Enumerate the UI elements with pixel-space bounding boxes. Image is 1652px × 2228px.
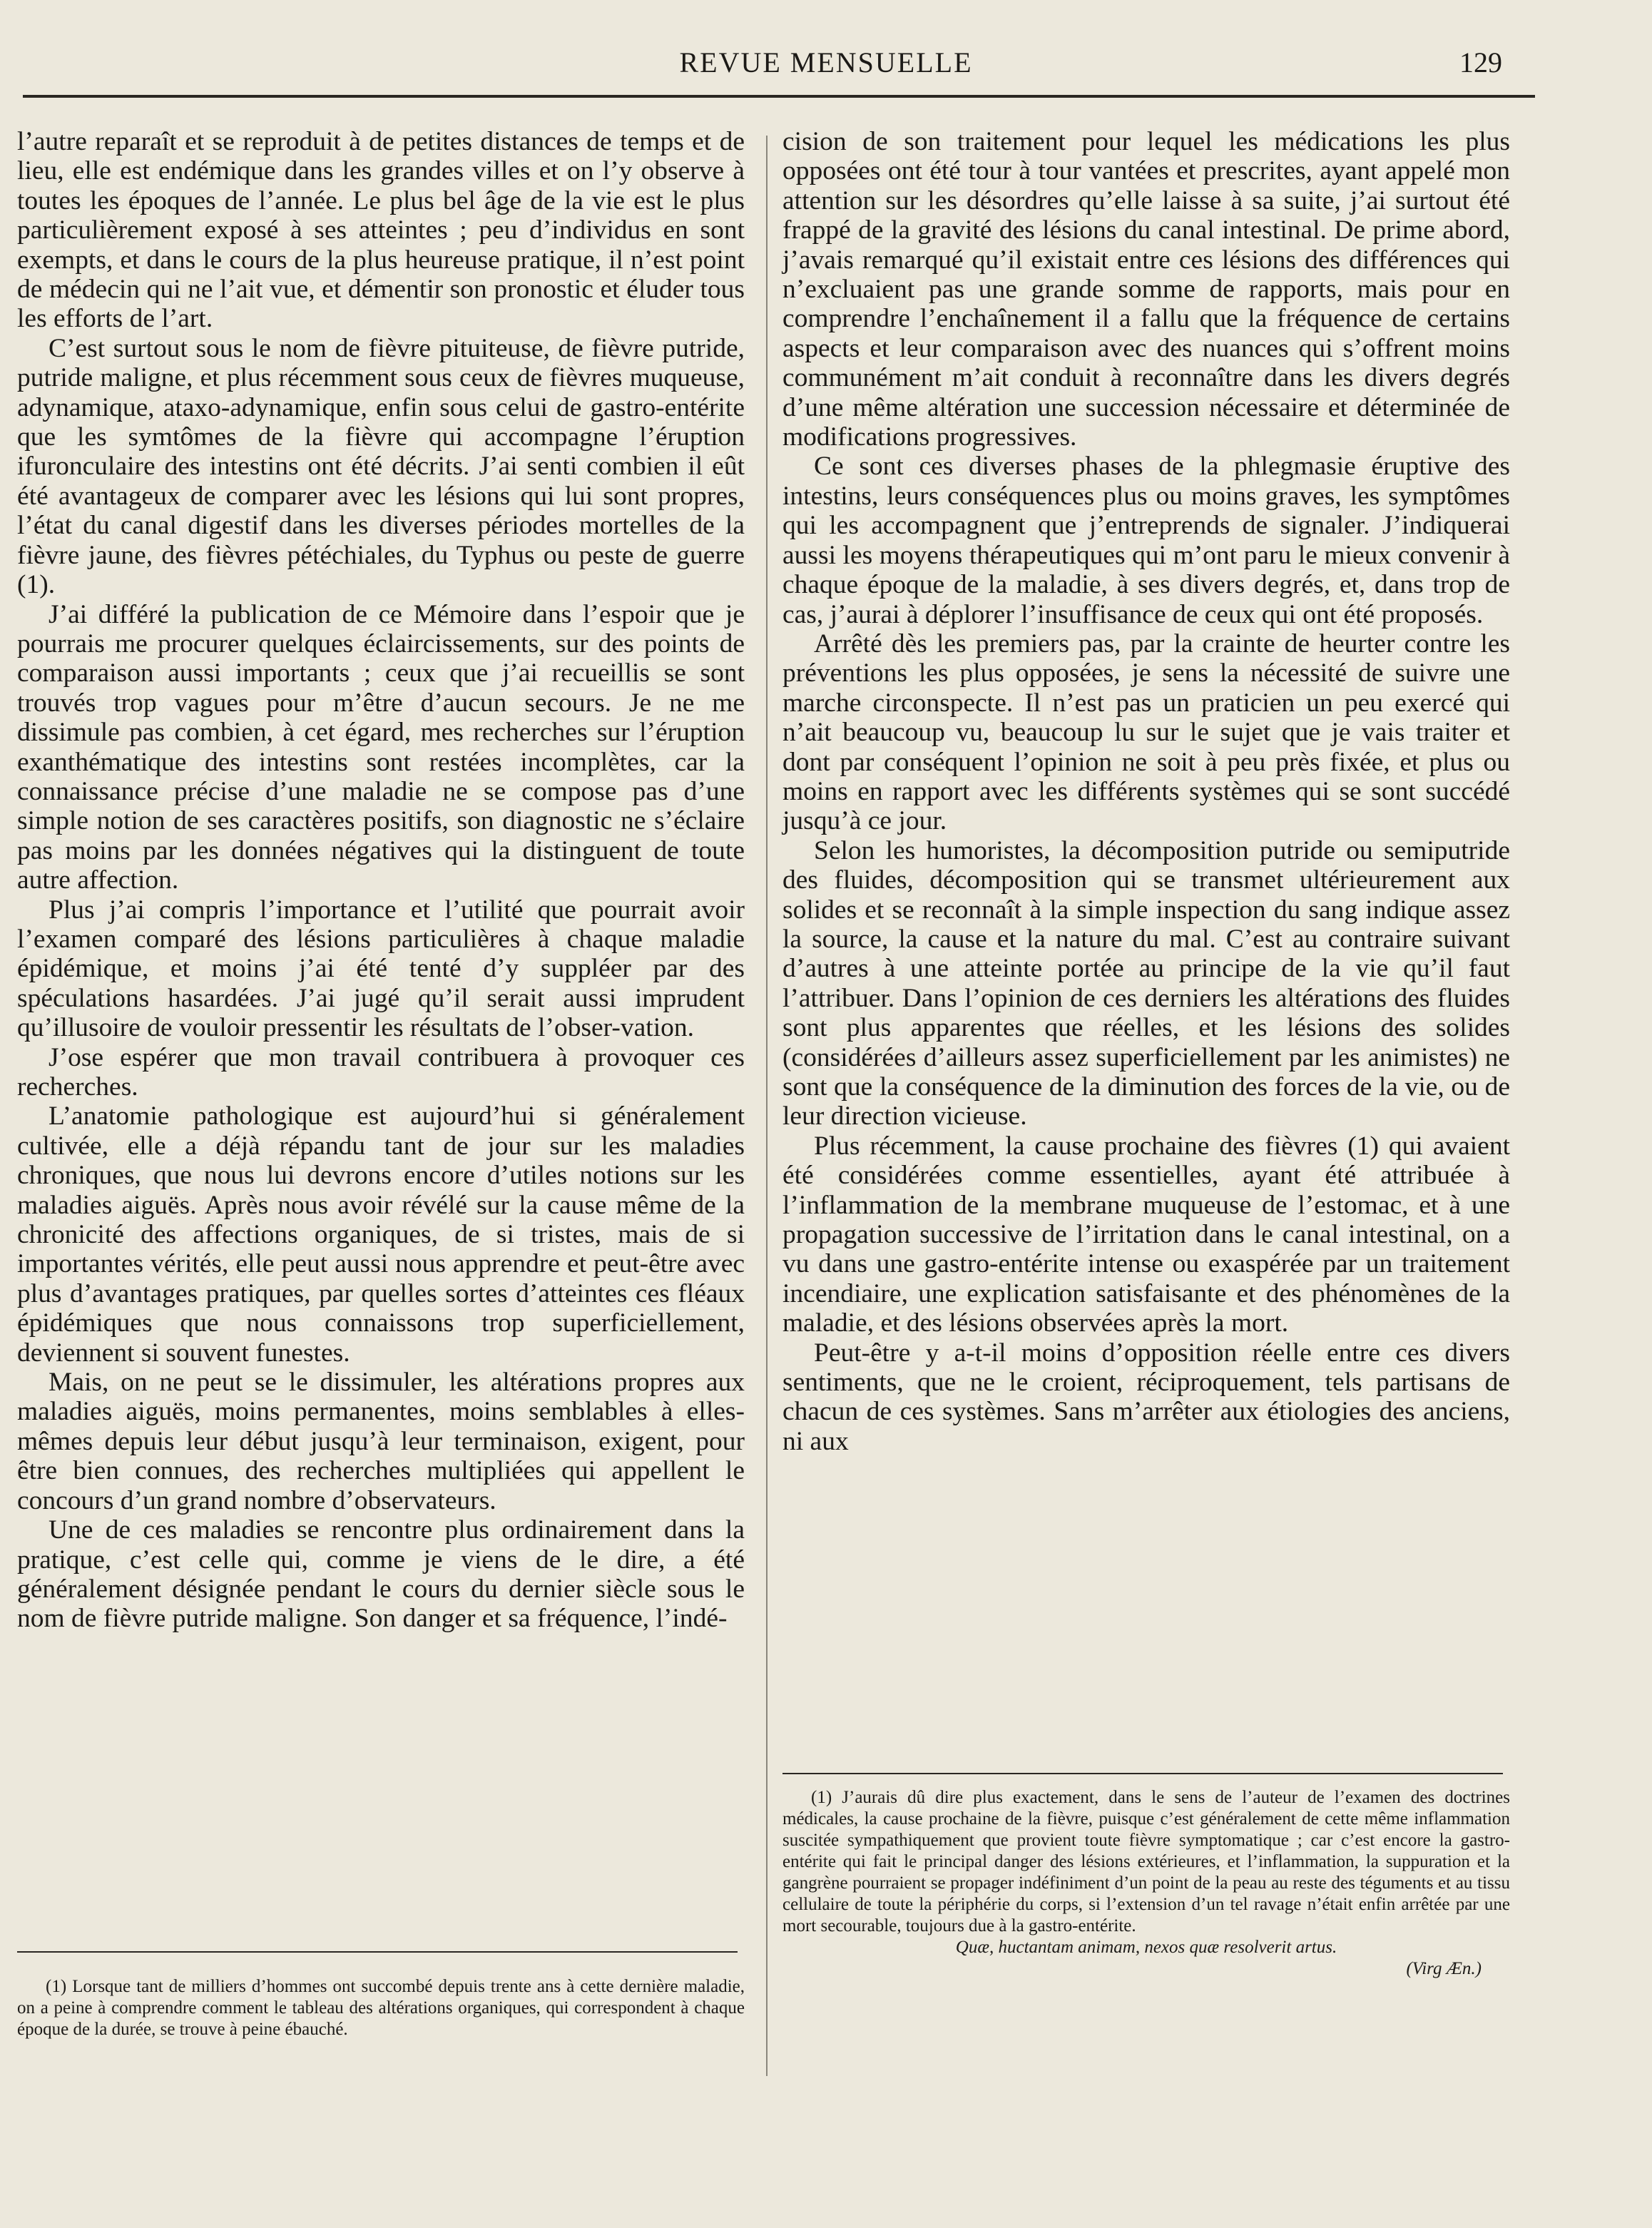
right-column	[782, 127, 1510, 1456]
paragraph: Peut-être y a-t-il moins d’opposition réelle entre ces divers sentiments, que ne le croient, réciproquement, tels partisans de chacun de ces systèmes. Sans m’arrêter aux étiologies des anciens, ni aux	[782, 1338, 1510, 1456]
latin-quote: Quæ, huctantam animam, nexos quæ resolverit artus.	[955, 1938, 1337, 1957]
right-footnote	[782, 1787, 1510, 1980]
footnote-rule	[782, 1773, 1503, 1774]
column-divider	[766, 136, 768, 2076]
page-header	[0, 43, 1652, 86]
paragraph: J’ose espérer que mon travail contribuera à provoquer ces recherches.	[17, 1042, 745, 1102]
page-number: 129	[1459, 46, 1502, 78]
footnote-rule	[17, 1951, 738, 1953]
left-footnote	[17, 1976, 745, 2040]
paragraph: cision de son traitement pour lequel les médications les plus opposées ont été tour à tour vantées et prescrites, ayant appelé mon attention sur les désordres qu’elle laisse à sa suite, j’ai surtout été frappé de la gravité des lésions du canal intestinal. De prime abord, j’avais remarqué qu’il existait entre ces lésions des différences qui n’excluaient pas une grande somme de rapports, mais pour en comprendre l’enchaînement il a fallu que la fréquence de certains aspects et leur comparaison avec des nuances qui s’offrent moins communément m’ait conduit à reconnaître dans les divers degrés d’une même altération une succession nécessaire et déterminée de modifications progressives.	[782, 127, 1510, 452]
header-rule	[23, 95, 1535, 98]
paragraph: L’anatomie pathologique est aujourd’hui si généralement cultivée, elle a déjà répandu tant de jour sur les maladies chroniques, que nous lui devrons encore d’utiles notions sur les maladies aiguës. Après nous avoir révélé sur la cause même de la chronicité des affections organiques, de si tristes, mais de si importantes vérités, elle peut aussi nous apprendre et peut-être avec plus d’avantages pratiques, par quelles sortes d’atteintes ces fléaux épidémiques que nous connaissons trop superficiellement, deviennent si souvent funestes.	[17, 1102, 745, 1368]
paragraph: Selon les humoristes, la décomposition putride ou semiputride des fluides, décomposition qui se transmet ultérieurement aux solides et se reconnaît à la simple inspection du sang indique assez la source, la cause et la nature du mal. C’est au contraire suivant d’autres à une atteinte portée au principe de la vie qu’il faut l’attribuer. Dans l’opinion de ces derniers les altérations des fluides sont plus apparentes que réelles, et les lésions des solides (considérées d’ailleurs assez superficiellement par les animistes) ne sont que la conséquence de la diminution des forces de la vie, ou de leur direction vicieuse.	[782, 835, 1510, 1131]
paragraph: J’ai différé la publication de ce Mémoire dans l’espoir que je pourrais me procurer quelques éclaircissements, sur des points de comparaison aussi importants ; ceux que j’ai recueillis se sont trouvés trop vagues pour m’être d’aucun secours. Je ne me dissimule pas combien, à cet égard, mes recherches sur l’éruption exanthématique des intestins sont restées incomplètes, car la connaissance précise d’une maladie ne se compose pas d’une simple notion de ses caractères positifs, son diagnostic ne s’éclaire pas moins par les données négatives qui la distinguent de toute autre affection.	[17, 599, 745, 895]
running-title: REVUE MENSUELLE	[679, 46, 973, 78]
left-column	[17, 127, 745, 1634]
footnote-text: (1) J’aurais dû dire plus exactement, dans le sens de l’auteur de l’examen des doctrines médicales, la cause prochaine de la fièvre, puisque c’est généralement de cette même inflammation suscitée sympathiquement que provient toute fièvre symptomatique ; car c’est encore la gastro-entérite qui fait le principal danger des lésions extérieures, et l’inflammation, la suppuration et la gangrène pourraient se propager indéfiniment d’un point de la peau au reste des téguments et au tissu cellulaire de toute la périphérie du corps, si l’extension d’un tel ravage n’était enfin arrêtée par une mort secourable, toujours due à la gastro-entérite.	[782, 1788, 1510, 1935]
footnote-text: (1) Lorsque tant de milliers d’hommes ont succombé depuis trente ans à cette dernière maladie, on a peine à comprendre comment le tableau des altérations organiques, qui correspondent à chaque époque de la durée, se trouve à peine ébauché.	[17, 1977, 745, 2039]
paragraph: Arrêté dès les premiers pas, par la crainte de heurter contre les préventions les plus opposées, je sens la nécessité de suivre une marche circonspecte. Il n’est pas un praticien un peu exercé qui n’ait beaucoup vu, beaucoup lu sur le sujet que je vais traiter et dont par conséquent l’opinion ne soit à peu près fixée, et plus ou moins en rapport avec les différents systèmes qui se sont succédé jusqu’à ce jour.	[782, 629, 1510, 836]
paragraph: Plus j’ai compris l’importance et l’utilité que pourrait avoir l’examen comparé des lésions particulières à chaque maladie épidémique, et moins j’ai été tenté d’y suppléer par des spéculations hasardées. J’ai jugé qu’il serait aussi imprudent qu’illusoire de vouloir pressentir les résultats de l’obser-vation.	[17, 895, 745, 1043]
paragraph: Ce sont ces diverses phases de la phlegmasie éruptive des intestins, leurs conséquences plus ou moins graves, les symptômes qui les accompagnent que j’entreprends de signaler. J’indiquerai aussi les moyens thérapeutiques qui m’ont paru le mieux convenir à chaque époque de la maladie, à ses divers degrés, et, dans trop de cas, j’aurai à déplorer l’insuffisance de ceux qui ont été proposés.	[782, 452, 1510, 629]
quote-source: (Virg Æn.)	[1406, 1959, 1482, 1978]
paragraph: C’est surtout sous le nom de fièvre pituiteuse, de fièvre putride, putride maligne, et plus récemment sous ceux de fièvres muqueuse, adynamique, ataxo-adynamique, enfin sous celui de gastro-entérite que les symtômes de la fièvre qui accompagne l’éruption ifuronculaire des intestins ont été décrits. J’ai senti combien il eût été avantageux de comparer avec les lésions qui lui sont propres, l’état du canal digestif dans les diverses périodes mortelles de la fièvre jaune, des fièvres pétéchiales, du Typhus ou peste de guerre (1).	[17, 333, 745, 600]
paragraph: Plus récemment, la cause prochaine des fièvres (1) qui avaient été considérées comme essentielles, ayant été attribuée à l’inflammation de la membrane muqueuse de l’estomac, et à une propagation successive de l’irritation dans le canal intestinal, on a vu dans une gastro-entérite intense ou exaspérée par un traitement incendiaire, une explication satisfaisante et des phénomènes de la maladie, et des lésions observées après la mort.	[782, 1131, 1510, 1338]
paragraph: Mais, on ne peut se le dissimuler, les altérations propres aux maladies aiguës, moins permanentes, moins semblables à elles-mêmes depuis leur début jusqu’à leur terminaison, exigent, pour être bien connues, des recherches multipliées qui appellent le concours d’un grand nombre d’observateurs.	[17, 1368, 745, 1515]
paragraph: l’autre reparaît et se reproduit à de petites distances de temps et de lieu, elle est endémique dans les grandes villes et on l’y observe à toutes les époques de l’année. Le plus bel âge de la vie est le plus particulièrement exposé à ses atteintes ; peu d’individus en sont exempts, et dans le cours de la plus heureuse pratique, il n’est point de médecin qui ne l’ait vue, et démentir son pronostic et éluder tous les efforts de l’art.	[17, 127, 745, 334]
paragraph: Une de ces maladies se rencontre plus ordinairement dans la pratique, c’est celle qui, comme je viens de le dire, a été généralement désignée pendant le cours du dernier siècle sous le nom de fièvre putride maligne. Son danger et sa fréquence, l’indé-	[17, 1515, 745, 1634]
